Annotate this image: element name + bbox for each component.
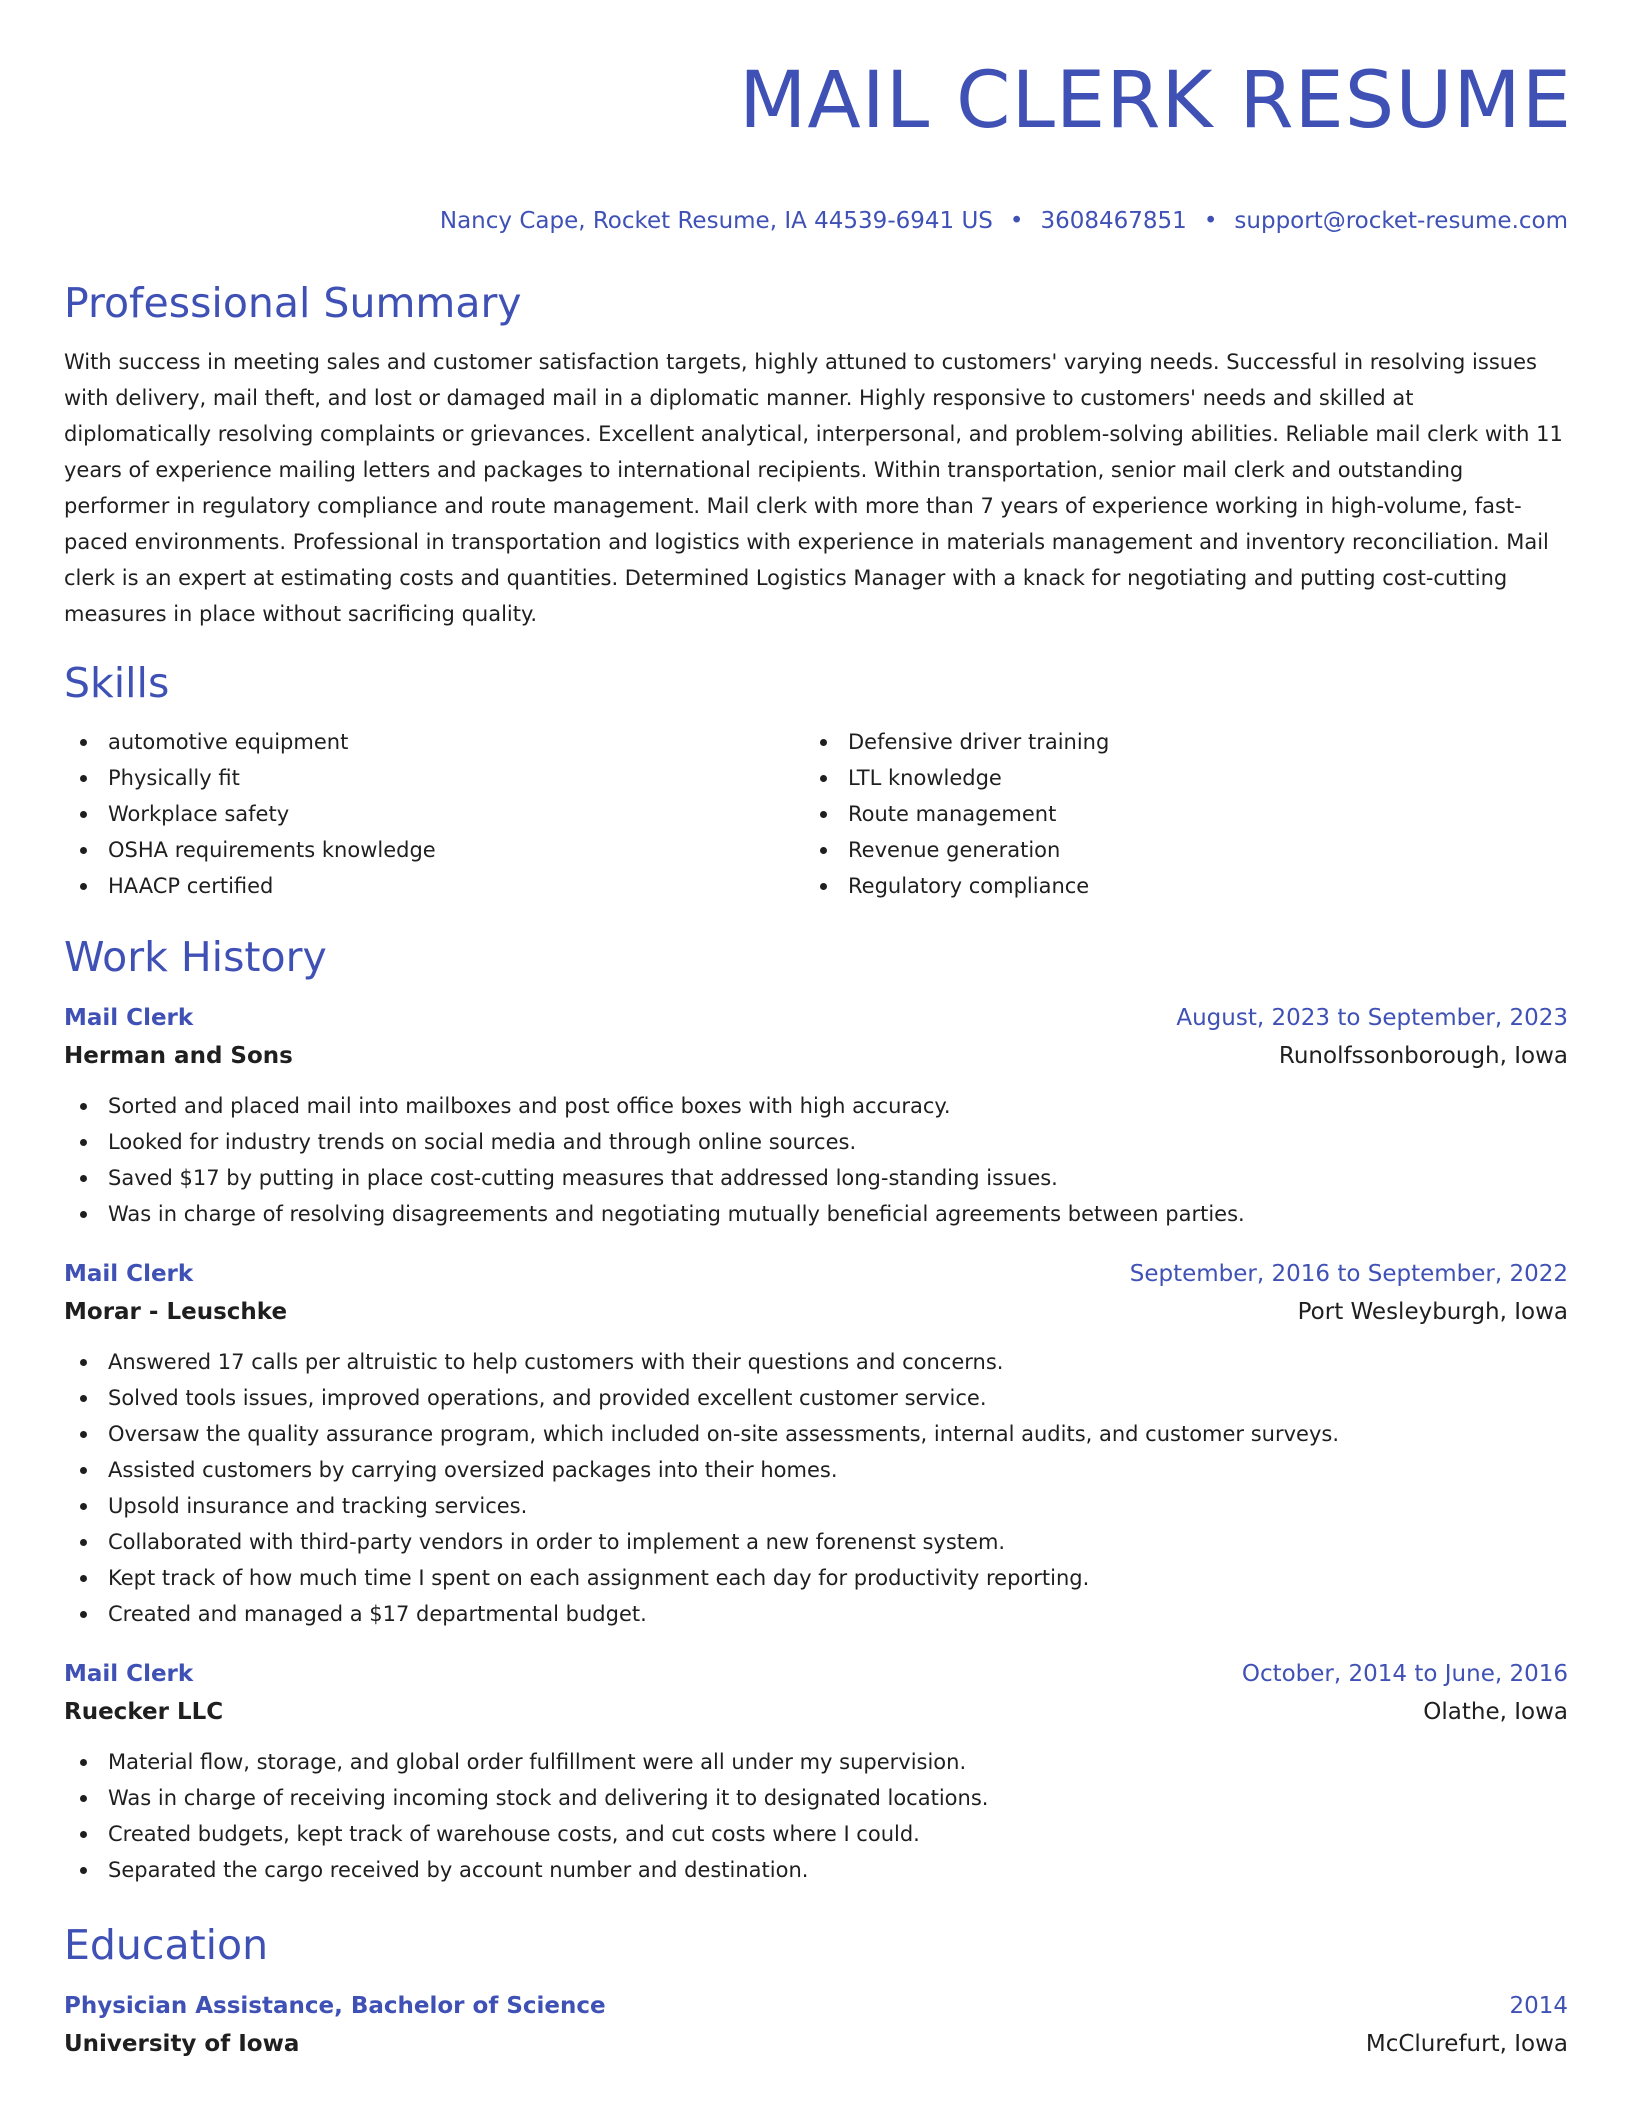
job-header-row <box>64 1656 1568 1692</box>
job-location: Olathe, Iowa <box>1423 1699 1568 1725</box>
job-role: Mail Clerk <box>64 1261 194 1287</box>
job-role: Mail Clerk <box>64 1005 194 1031</box>
job-dates: October, 2014 to June, 2016 <box>1241 1661 1568 1687</box>
job-entry <box>64 1000 1568 1232</box>
education-year: 2014 <box>1509 1993 1568 2019</box>
education-degree: Physician Assistance, Bachelor of Science <box>64 1993 606 2019</box>
job-bullet: Saved $17 by putting in place cost-cutting measures that addressed long-standing issues. <box>64 1160 1568 1196</box>
job-bullets <box>64 1088 1568 1232</box>
job-bullet: Assisted customers by carrying oversized packages into their homes. <box>64 1452 1568 1488</box>
job-header-row <box>64 1256 1568 1292</box>
skill-item: automotive equipment <box>64 724 804 760</box>
job-bullet: Sorted and placed mail into mailboxes and post office boxes with high accuracy. <box>64 1088 1568 1124</box>
contact-separator: • <box>1009 208 1024 234</box>
contact-phone: 3608467851 <box>1040 208 1187 234</box>
skill-item: Regulatory compliance <box>804 868 1544 904</box>
skill-item: Revenue generation <box>804 832 1544 868</box>
job-location: Port Wesleyburgh, Iowa <box>1297 1299 1568 1325</box>
education-school: University of Iowa <box>64 2031 300 2057</box>
job-bullet: Was in charge of receiving incoming stock and delivering it to designated locations. <box>64 1780 1568 1816</box>
job-company-row <box>64 1036 1568 1076</box>
summary-text: With success in meeting sales and customer satisfaction targets, highly attuned to customers' varying needs. Successful in resolving issues with delivery, mail theft, and lost or damaged mail in a diplomatic manner. Highly responsive to customers' needs and skilled at diplomatically resolving complaints or grievances. Excellent analytical, interpersonal, and problem-solving abilities. Reliable mail clerk with 11 years of experience mailing letters and packages to international recipients. Within transportation, senior mail clerk and outstanding performer in regulatory compliance and route management. Mail clerk with more than 7 years of experience working in high-volume, fast-paced environments. Professional in transportation and logistics with experience in materials management and inventory reconciliation. Mail clerk is an expert at estimating costs and quantities. Determined Logistics Manager with a knack for negotiating and putting cost-cutting measures in place without sacrificing quality. <box>64 350 1563 626</box>
job-entry <box>64 1256 1568 1632</box>
skills-column-right <box>804 724 1544 904</box>
work-history-heading: Work History <box>64 933 327 981</box>
skill-item: HAACP certified <box>64 868 804 904</box>
job-bullet: Upsold insurance and tracking services. <box>64 1488 1568 1524</box>
job-bullet: Separated the cargo received by account number and destination. <box>64 1852 1568 1888</box>
job-dates: September, 2016 to September, 2022 <box>1129 1261 1568 1287</box>
contact-line <box>64 206 1568 236</box>
job-bullet: Kept track of how much time I spent on each assignment each day for productivity reporting. <box>64 1560 1568 1596</box>
skill-item: Defensive driver training <box>804 724 1544 760</box>
job-dates: August, 2023 to September, 2023 <box>1176 1005 1568 1031</box>
job-company: Herman and Sons <box>64 1043 293 1069</box>
education-heading: Education <box>64 1921 269 1969</box>
job-bullets <box>64 1744 1568 1888</box>
skill-item: LTL knowledge <box>804 760 1544 796</box>
skill-item: Physically fit <box>64 760 804 796</box>
job-bullet: Oversaw the quality assurance program, which included on-site assessments, internal audits, and customer surveys. <box>64 1416 1568 1452</box>
job-bullet: Collaborated with third-party vendors in order to implement a new forenenst system. <box>64 1524 1568 1560</box>
job-company-row <box>64 1292 1568 1332</box>
job-header-row <box>64 1000 1568 1036</box>
job-bullet: Material flow, storage, and global order fulfillment were all under my supervision. <box>64 1744 1568 1780</box>
education-entry <box>64 1988 1568 2064</box>
job-entry <box>64 1656 1568 1888</box>
job-bullet: Solved tools issues, improved operations, and provided excellent customer service. <box>64 1380 1568 1416</box>
job-location: Runolfssonborough, Iowa <box>1278 1043 1568 1069</box>
job-bullet: Created budgets, kept track of warehouse costs, and cut costs where I could. <box>64 1816 1568 1852</box>
job-role: Mail Clerk <box>64 1661 194 1687</box>
skills-column-left <box>64 724 804 904</box>
contact-separator: • <box>1203 208 1218 234</box>
skills-grid <box>64 724 1568 904</box>
job-bullet: Was in charge of resolving disagreements and negotiating mutually beneficial agreements between parties. <box>64 1196 1568 1232</box>
education-school-row <box>64 2024 1568 2064</box>
job-bullet: Created and managed a $17 departmental budget. <box>64 1596 1568 1632</box>
job-company-row <box>64 1692 1568 1732</box>
job-bullet: Looked for industry trends on social media and through online sources. <box>64 1124 1568 1160</box>
contact-address: Nancy Cape, Rocket Resume, IA 44539-6941 US <box>439 208 993 234</box>
summary-heading: Professional Summary <box>64 279 522 327</box>
job-company: Morar - Leuschke <box>64 1299 288 1325</box>
job-bullet: Answered 17 calls per altruistic to help customers with their questions and concerns. <box>64 1344 1568 1380</box>
skills-heading: Skills <box>64 659 170 707</box>
skill-item: OSHA requirements knowledge <box>64 832 804 868</box>
job-bullets <box>64 1344 1568 1632</box>
education-location: McClurefurt, Iowa <box>1365 2031 1568 2057</box>
resume-title: MAIL CLERK RESUME <box>739 56 1572 146</box>
contact-email[interactable]: support@rocket-resume.com <box>1234 208 1568 234</box>
skill-item: Workplace safety <box>64 796 804 832</box>
job-company: Ruecker LLC <box>64 1699 224 1725</box>
education-header-row <box>64 1988 1568 2024</box>
skill-item: Route management <box>804 796 1544 832</box>
